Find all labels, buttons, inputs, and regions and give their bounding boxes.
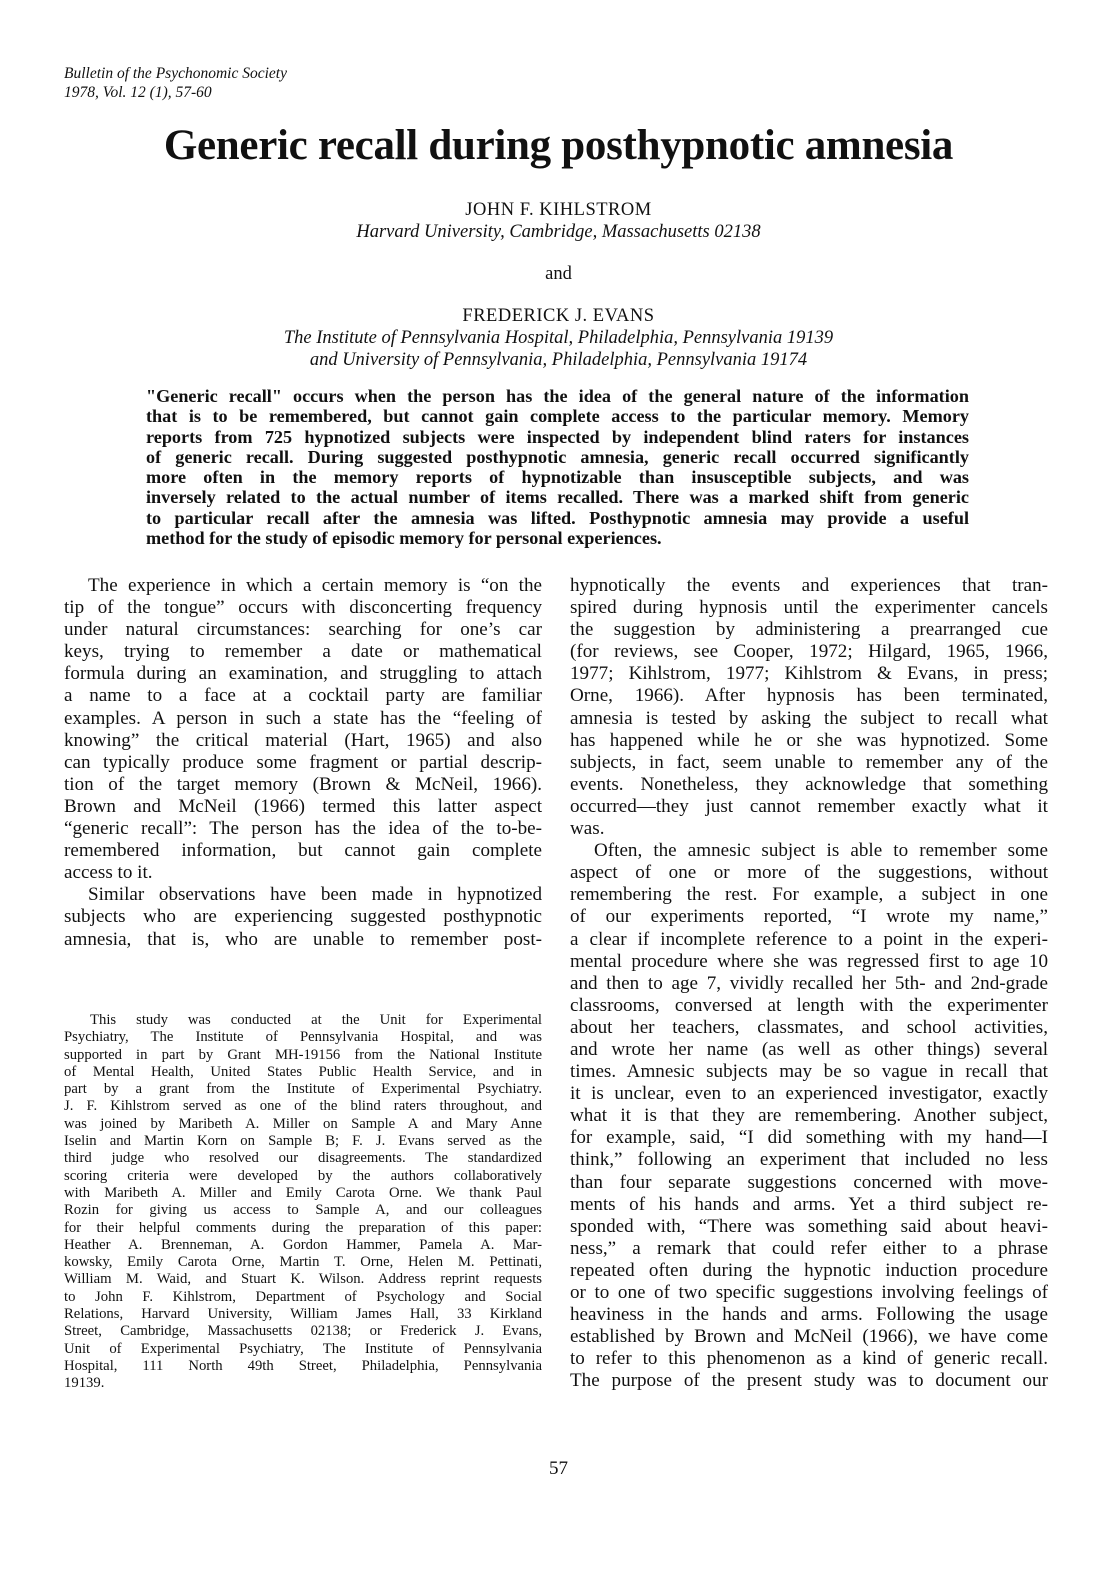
right-column: [570, 575, 1048, 1392]
body-paragraph: [570, 575, 1048, 840]
author-affiliation: Harvard University, Cambridge, Massachusetts 02138: [356, 222, 761, 242]
text-line: can typically produce some fragment or partial descrip-: [64, 751, 542, 773]
text-line: method for the study of episodic memory for personal experiences.: [146, 528, 662, 549]
text-line: or to one of two specific suggestions involving feelings of: [570, 1282, 1048, 1303]
text-line: and then to age 7, vividly recalled her 5th- and 2nd-grade: [570, 972, 1048, 994]
text-line: established by Brown and McNeil (1966), we have come: [570, 1326, 1048, 1348]
text-line: what it is that they are remembering. Another subject,: [570, 1105, 1048, 1127]
text-line: amnesia is tested by asking the subject to recall what: [570, 707, 1048, 729]
text-line: was joined by Maribeth A. Miller on Sample A and Mary Anne: [64, 1115, 542, 1132]
text-line: a name to a face at a cocktail party are familiar: [64, 685, 542, 707]
text-line: more often in the memory reports of hypnotizable than insusceptible subjects, and was: [146, 467, 969, 488]
text-line: to particular recall after the amnesia was lifted. Posthypnotic amnesia may provide a useful: [146, 507, 969, 528]
text-line: classrooms, conversed at length with the experimenter: [570, 994, 1048, 1016]
text-line: the suggestion by administering a prearranged cue: [570, 619, 1048, 641]
text-line: "Generic recall" occurs when the person has the idea of the general nature of the information: [146, 386, 969, 406]
text-line: heaviness in the hands and arms. Following the usage: [570, 1304, 1048, 1326]
text-line: formula during an examination, and struggling to attach: [64, 663, 542, 685]
text-line: that is to be remembered, but cannot gain complete access to the particular memory. Memory: [146, 406, 969, 427]
text-line: ness,” a remark that could refer either to a phrase: [570, 1237, 1048, 1259]
text-line: Psychiatry, The Institute of Pennsylvania Hospital, and was: [64, 1029, 542, 1046]
text-line: has happened while he or she was hypnotized. Some: [570, 729, 1048, 751]
text-line: about her teachers, classmates, and school activities,: [570, 1016, 1048, 1038]
text-line: Orne, 1966). After hypnosis has been terminated,: [570, 685, 1048, 707]
text-line: Iselin and Martin Korn on Sample B; F. J. Evans served as the: [64, 1133, 542, 1150]
text-line: remembering the rest. For example, a subject in one: [570, 884, 1048, 906]
text-line: tion of the target memory (Brown & McNeil, 1966).: [64, 773, 542, 795]
text-line: scoring criteria were developed by the authors collaboratively: [64, 1167, 542, 1184]
text-line: was.: [570, 818, 605, 840]
text-line: access to it.: [64, 862, 153, 884]
journal-volume: 1978, Vol. 12 (1), 57-60: [64, 84, 212, 101]
page-number: 57: [549, 1458, 568, 1479]
text-line: keys, trying to remember a date or mathematical: [64, 641, 542, 663]
text-line: The experience in which a certain memory is “on the: [88, 575, 542, 596]
text-line: This study was conducted at the Unit for Experimental: [90, 1012, 542, 1028]
footnote: [64, 1012, 542, 1393]
text-line: times. Amnesic subjects may be so vague in recall that: [570, 1061, 1048, 1083]
text-line: aspect of one or more of the suggestions, without: [570, 862, 1048, 884]
author-conjunction: and: [545, 264, 572, 284]
text-line: of Mental Health, United States Public Health Service, and in: [64, 1063, 542, 1080]
body-paragraph: [64, 575, 542, 884]
text-line: supported in part by Grant MH-19156 from the National Institute: [64, 1046, 542, 1063]
text-line: Street, Cambridge, Massachusetts 02138; or Frederick J. Evans,: [64, 1323, 542, 1340]
text-line: remembered information, but cannot gain complete: [64, 840, 542, 862]
text-line: to John F. Kihlstrom, Department of Psychology and Social: [64, 1288, 542, 1305]
author-affiliation: and University of Pennsylvania, Philadelphia, Pennsylvania 19174: [309, 350, 808, 370]
author-block: [0, 199, 1117, 371]
text-line: repeated often during the hypnotic induction procedure: [570, 1259, 1048, 1281]
text-line: it is unclear, even to an experienced investigator, exactly: [570, 1083, 1048, 1105]
article-title: Generic recall during posthypnotic amnesia: [163, 122, 954, 169]
text-line: mental procedure where she was regressed first to age 10: [570, 950, 1048, 972]
text-line: hypnotically the events and experiences that tran-: [570, 575, 1048, 596]
text-line: “generic recall”: The person has the idea of the to-be-: [64, 818, 542, 840]
text-line: sponded with, “There was something said about heavi-: [570, 1215, 1048, 1237]
text-line: occurred—they just cannot remember exactly what it: [570, 795, 1048, 817]
text-line: (for reviews, see Cooper, 1972; Hilgard, 1965, 1966,: [570, 641, 1048, 663]
text-line: reports from 725 hypnotized subjects were inspected by independent blind raters for instances: [146, 426, 969, 447]
text-line: kowsky, Emily Carota Orne, Martin T. Orne, Helen M. Pettinati,: [64, 1254, 542, 1271]
abstract: [146, 386, 969, 548]
text-line: knowing” the critical material (Hart, 1965) and also: [64, 729, 542, 751]
text-line: William M. Waid, and Stuart K. Wilson. Address reprint requests: [64, 1271, 542, 1288]
text-line: than four separate suggestions concerned with move-: [570, 1171, 1048, 1193]
body-paragraph: [64, 884, 542, 950]
text-line: 19139.: [64, 1375, 105, 1392]
author-name: JOHN F. KIHLSTROM: [465, 200, 652, 220]
text-line: part by a grant from the Institute of Experimental Psychiatry.: [64, 1081, 542, 1098]
journal-citation: [64, 64, 287, 102]
text-line: and wrote her name (as well as other things) several: [570, 1038, 1048, 1060]
text-line: The purpose of the present study was to document our: [570, 1370, 1048, 1392]
text-line: a clear if incomplete reference to a point in the experi-: [570, 928, 1048, 950]
text-line: Similar observations have been made in hypnotized: [88, 884, 542, 906]
text-line: ments of his hands and arms. Yet a third subject re-: [570, 1193, 1048, 1215]
author-affiliation: The Institute of Pennsylvania Hospital, Philadelphia, Pennsylvania 19139: [283, 328, 834, 348]
text-line: Unit of Experimental Psychiatry, The Institute of Pennsylvania: [64, 1340, 542, 1357]
text-line: 1977; Kihlstrom, 1977; Kihlstrom & Evans, in press;: [570, 663, 1048, 685]
text-line: inversely related to the actual number of items recalled. There was a marked shift from generic: [146, 487, 969, 508]
text-line: Heather A. Brenneman, A. Gordon Hammer, Pamela A. Mar-: [64, 1236, 542, 1253]
text-line: of generic recall. During suggested posthypnotic amnesia, generic recall occurred significantly: [146, 446, 969, 467]
text-line: for example, said, “I did something with my hand—I: [570, 1127, 1048, 1149]
text-line: amnesia, that is, who are unable to remember post-: [64, 928, 542, 950]
text-line: events. Nonetheless, they acknowledge that something: [570, 773, 1048, 795]
text-line: Brown and McNeil (1966) termed this latter aspect: [64, 795, 542, 817]
text-line: think,” following an experiment that included no less: [570, 1149, 1048, 1171]
text-line: under natural circumstances: searching for one’s car: [64, 619, 542, 641]
text-line: subjects who are experiencing suggested posthypnotic: [64, 906, 542, 928]
text-line: for their helpful comments during the preparation of this paper:: [64, 1219, 542, 1236]
text-line: Often, the amnesic subject is able to remember some: [594, 840, 1048, 862]
text-line: Rozin for giving us access to Sample A, and our colleagues: [64, 1202, 542, 1219]
text-line: of our experiments reported, “I wrote my name,”: [570, 906, 1048, 928]
text-line: tip of the tongue” occurs with disconcerting frequency: [64, 597, 542, 619]
text-line: with Maribeth A. Miller and Emily Carota Orne. We thank Paul: [64, 1184, 542, 1201]
text-line: J. F. Kihlstrom served as one of the blind raters throughout, and: [64, 1098, 542, 1115]
journal-name: Bulletin of the Psychonomic Society: [64, 65, 287, 82]
text-line: third judge who resolved our disagreements. The standardized: [64, 1150, 542, 1167]
text-line: to refer to this phenomenon as a kind of generic recall.: [570, 1348, 1048, 1370]
text-line: Relations, Harvard University, William James Hall, 33 Kirkland: [64, 1306, 542, 1323]
text-line: Hospital, 111 North 49th Street, Philadelphia, Pennsylvania: [64, 1357, 542, 1374]
text-line: subjects, in fact, seem unable to remember any of the: [570, 751, 1048, 773]
author-name: FREDERICK J. EVANS: [462, 306, 655, 326]
body-paragraph: [570, 840, 1048, 1392]
text-line: examples. A person in such a state has the “feeling of: [64, 707, 542, 729]
text-line: spired during hypnosis until the experimenter cancels: [570, 597, 1048, 619]
left-column: [64, 575, 542, 951]
